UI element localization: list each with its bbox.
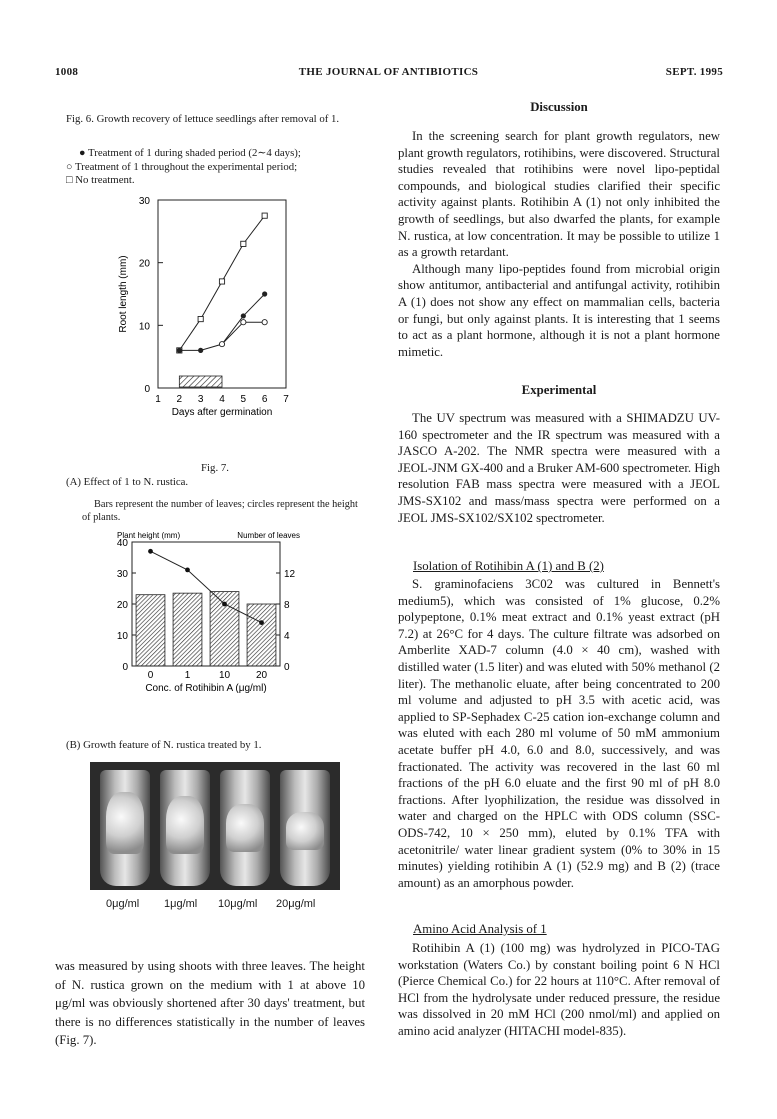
data-point (198, 316, 203, 321)
right-tick-label: 4 (284, 631, 290, 642)
shaded-period-bar (179, 376, 222, 387)
fig7-panel-a: (A) Effect of 1 to N. rustica. (66, 476, 189, 488)
fig6-legend-item: ○ Treatment of 1 throughout the experimental period; (66, 160, 298, 173)
left-tick-label: 10 (116, 631, 128, 642)
x-tick-label: 10 (218, 670, 231, 681)
data-point (262, 213, 267, 218)
bar (247, 604, 276, 666)
paragraph: Although many lipo-peptides found from microbial origin show antitumor, antibacterial and antifungal activity, rotihibin A (1) does not show any effect on mammalian cells, bacteria or fungi, but only against plants. It is interesting that 1 seems to act as a plant hormone, although it is not a plant hormone mimetic. (398, 261, 720, 359)
left-body-text: was measured by using shoots with three leaves. The height of N. rustica grown on the medium with 1 at above 10 μg/ml was obviously shortened after 30 days' treatment, but there is no differences statistically in the number of leaves (Fig. 7). (55, 959, 365, 1048)
photo-label: 10μg/ml (218, 898, 258, 910)
journal-title: THE JOURNAL OF ANTIBIOTICS (298, 66, 479, 78)
experimental-heading: Experimental (521, 383, 597, 397)
discussion-body (398, 128, 720, 360)
fig6-legend (66, 147, 366, 188)
fig6-caption: Fig. 6. Growth recovery of lettuce seedlings after removal of 1. (66, 113, 340, 125)
photo-label: 20μg/ml (276, 898, 316, 910)
left-tick-label: 30 (116, 569, 128, 580)
y-tick-label: 30 (138, 196, 150, 207)
x-tick-label: 7 (283, 394, 289, 405)
bar (136, 595, 165, 666)
experimental-body (398, 410, 720, 526)
y-axis-label: Root length (mm) (118, 255, 129, 333)
x-tick-label: 1 (184, 670, 191, 681)
y-tick-label: 10 (138, 321, 150, 333)
paragraph: The UV spectrum was measured with a SHIMADZU UV-160 spectrometer and the IR spectrum was measured with a JASCO A-202. The NMR spectra were measured with a JEOL-JNM GX-400 and a Bruker AM-600 spectrometer. High resolution FAB mass spectra were measured with a JEOL JMS-SX102 and mass/mass spectra were performed on a JEOL JMS-SX102/SX102 spectrometer. (398, 411, 720, 525)
right-tick-label: 12 (284, 569, 296, 580)
right-axis-title: Number of leaves (237, 531, 300, 540)
data-point (262, 291, 267, 296)
height-line (151, 551, 262, 622)
y-tick-label: 20 (138, 258, 150, 270)
data-point (219, 279, 224, 284)
discussion-heading: Discussion (530, 100, 588, 114)
height-point (222, 602, 227, 607)
left-axis-title: Plant height (mm) (117, 531, 181, 540)
page-number: 1008 (55, 66, 79, 78)
photo-label: 0μg/ml (106, 898, 140, 910)
isolation-heading: Isolation of Rotihibin A (1) and B (2) (413, 559, 604, 573)
data-point (177, 348, 182, 353)
amino-heading: Amino Acid Analysis of 1 (413, 922, 547, 936)
x-tick-label: 20 (255, 670, 268, 681)
paragraph: Rotihibin A (1) (100 mg) was hydrolyzed in PICO-TAG workstation (Waters Co.) by constant boiling point 6 N HCl (Pierce Chemical Co.) for 22 hours at 110°C. After removal of HCl from the hydrolysate under reduced pressure, the residue was dissolved in 20 mM HCl (200 nmol/ml) and applied on amino acid analyzer (HITACHI model-835). (398, 941, 720, 1038)
fig6-chart (110, 188, 300, 430)
paragraph: S. graminofaciens 3C02 was cultured in Bennett's medium5), which was consisted of 1% glucose, 0.2% polypeptone, 0.1% meat extract and 0.1% yeast extract (pH 7.2) at 26°C for 4 days. The culture filtrate was adsorbed on Amberlite XAD-7 column (4.0 × 40 cm), washed with distilled water (1.5 liter) and was eluted with 50% methanol (2 liter). The methanolic eluate, after being concentrated to 200 ml volume and adjusted to pH 3.5 with acetic acid, was applied to SP-Sephadex C-25 cation ion-exchange column and was eluted with each 280 ml volume of 50 mM ammonium acetate buffer pH 4.0, 6.0 and 8.0, successively, and was fractionated. The activity was recovered in the last 60 ml fractions of the pH 6.0 eluate and the first 90 ml of pH 8.0 fractions. After lyophilization, the residue was dissolved in water and charged on the HPLC with ODS column (SSC-ODS-742, 10 × 250 mm), eluted by 0.1% TFA with acetonitrile/ water linear gradient system (0% to 30% in 15 minutes) yielding rotihibin A (1) (52.9 mg) and B (2) (trace amount) as an amorphous powder. (398, 577, 720, 890)
series-line (222, 322, 265, 344)
amino-body (398, 940, 720, 1040)
x-tick-label: 0 (147, 670, 154, 681)
issue-date: SEPT. 1995 (665, 66, 723, 78)
x-tick-label: 4 (219, 394, 225, 405)
fig6-legend-item: □ No treatment. (66, 174, 135, 186)
left-tick-label: 40 (116, 538, 128, 549)
y-tick-label: 0 (144, 384, 150, 395)
x-tick-label: 5 (240, 394, 247, 405)
fig6-legend-item: ● Treatment of 1 during shaded period (2∼4 days); (79, 147, 301, 159)
data-point (198, 348, 203, 353)
x-tick-label: 1 (155, 394, 161, 405)
data-point (241, 320, 246, 325)
x-tick-label: 6 (261, 394, 268, 405)
data-point (219, 342, 224, 347)
fig7-title: Fig. 7. (201, 462, 229, 474)
left-tick-label: 20 (116, 600, 128, 611)
paragraph: In the screening search for plant growth regulators, new plant growth regulators, rotihibins, were discovered. Structural studies revealed that rotihibins were novel lipo-peptidal compounds, and biological studies clarified their specific activity against plants. Rotihibin A (1) not only inhibited the growth of seedlings, but also dwarfed the plants, for example N. rustica, at low concentration. It may be possible to utilize 1 as a growth retardant. (398, 129, 720, 260)
height-point (259, 620, 264, 625)
fig7-note: Bars represent the number of leaves; circles represent the height of plants. (82, 499, 358, 523)
bar (173, 593, 202, 666)
height-point (148, 549, 153, 554)
data-point (262, 320, 267, 325)
right-tick-label: 8 (284, 600, 290, 611)
x-tick-label: 3 (197, 394, 204, 405)
height-point (185, 568, 190, 573)
data-point (241, 241, 246, 246)
left-tick-label: 0 (122, 662, 128, 673)
plant-photo (90, 762, 340, 890)
fig7-panel-b: (B) Growth feature of N. rustica treated by 1. (66, 739, 262, 751)
data-point (241, 313, 246, 318)
right-tick-label: 0 (284, 662, 290, 673)
x-axis-label: Days after germination (171, 407, 273, 418)
fig7-chart (90, 530, 330, 700)
photo-label: 1μg/ml (164, 898, 198, 910)
x-tick-label: 2 (176, 394, 183, 405)
isolation-body (398, 576, 720, 891)
x-axis-label: Conc. of Rotihibin A (μg/ml) (145, 683, 267, 694)
